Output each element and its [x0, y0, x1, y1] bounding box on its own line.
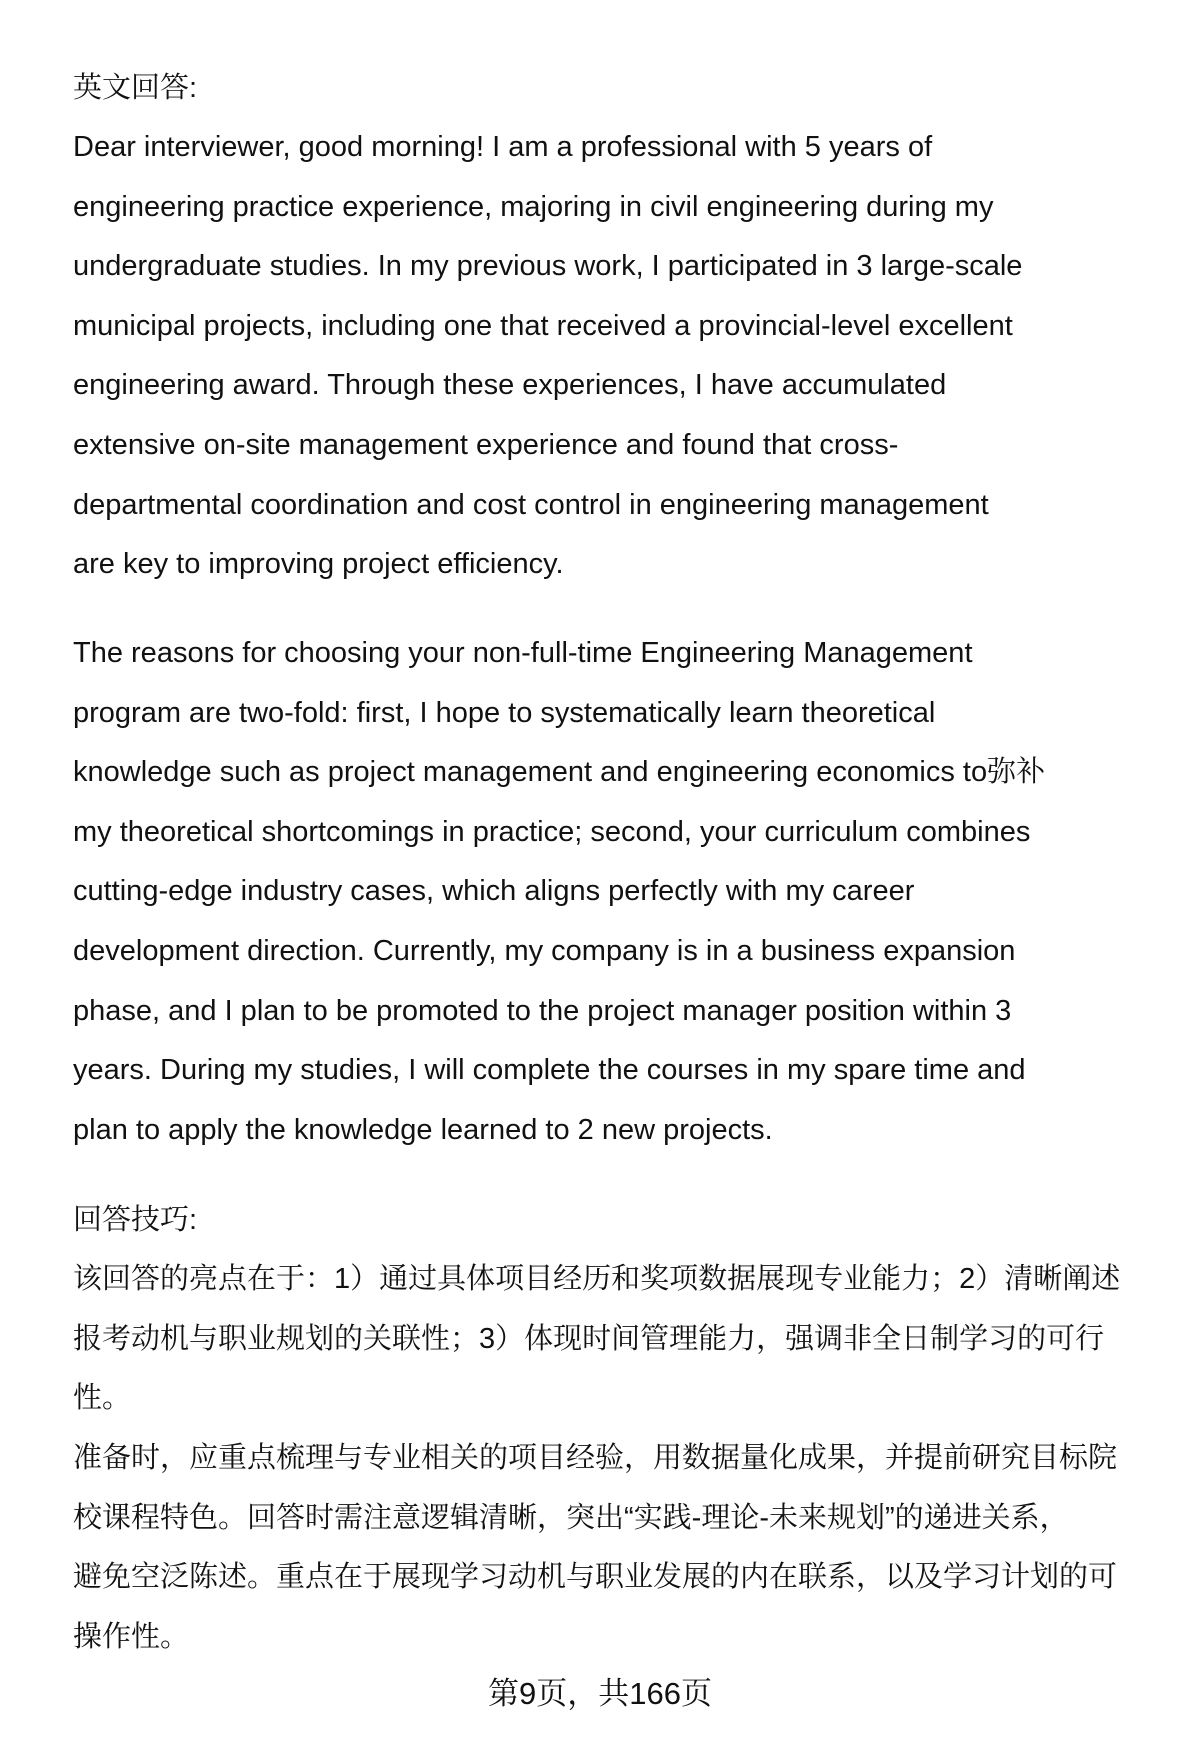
text-line: cutting-edge industry cases, which aligns perfectly with my career [73, 875, 915, 908]
text-line: development direction. Currently, my company is in a business expansion [73, 934, 1016, 967]
text-line: knowledge such as project management and engineering economics to弥补 [73, 756, 1046, 789]
text-line: 避免空泛陈述。重点在于展现学习动机与职业发展的内在联系，以及学习计划的可 [73, 1561, 1118, 1594]
text-line: years. During my studies, I will complete the courses in my spare time and [73, 1054, 1026, 1087]
text-line: 准备时，应重点梳理与专业相关的项目经验，用数据量化成果，并提前研究目标院 [73, 1442, 1118, 1474]
text-line: 校课程特色。回答时需注意逻辑清晰，突出“实践-理论-未来规划”的递进关系， [73, 1501, 1069, 1534]
text-line: extensive on-site management experience and found that cross- [73, 428, 899, 461]
text-line: phase, and I plan to be promoted to the project manager position within 3 [73, 994, 1012, 1027]
page-number-footer: 第9页，共166页 [488, 1676, 712, 1711]
text-line: Dear interviewer, good morning! I am a professional with 5 years of [73, 131, 933, 163]
tips-heading: 回答技巧: [73, 1204, 198, 1236]
text-line: are key to improving project efficiency. [73, 548, 564, 581]
english-answer-heading: 英文回答: [73, 72, 198, 104]
text-line: program are two-fold: first, I hope to systematically learn theoretical [73, 696, 936, 729]
text-line: The reasons for choosing your non-full-time Engineering Management [73, 637, 973, 669]
text-line: engineering practice experience, majoring in civil engineering during my [73, 190, 994, 223]
text-line: engineering award. Through these experiences, I have accumulated [73, 369, 947, 402]
text-line: departmental coordination and cost control in engineering management [73, 488, 989, 521]
tips-paragraph-2 [73, 1429, 1160, 1667]
text-line: 性。 [73, 1382, 132, 1415]
text-line: municipal projects, including one that received a provincial-level excellent [73, 309, 1013, 342]
text-line: plan to apply the knowledge learned to 2 new projects. [73, 1113, 773, 1146]
text-line: 该回答的亮点在于：1）通过具体项目经历和奖项数据展现专业能力；2）清晰阐述 [73, 1263, 1121, 1295]
text-line: undergraduate studies. In my previous work, I participated in 3 large-scale [73, 250, 1023, 283]
text-line: my theoretical shortcomings in practice; second, your curriculum combines [73, 815, 1031, 848]
text-line: 报考动机与职业规划的关联性；3）体现时间管理能力，强调非全日制学习的可行 [73, 1322, 1105, 1355]
text-line: 操作性。 [73, 1620, 190, 1653]
tips-paragraph-1 [73, 1250, 1160, 1429]
english-answer-paragraph-1 [73, 118, 1160, 595]
english-answer-paragraph-2 [73, 624, 1160, 1160]
